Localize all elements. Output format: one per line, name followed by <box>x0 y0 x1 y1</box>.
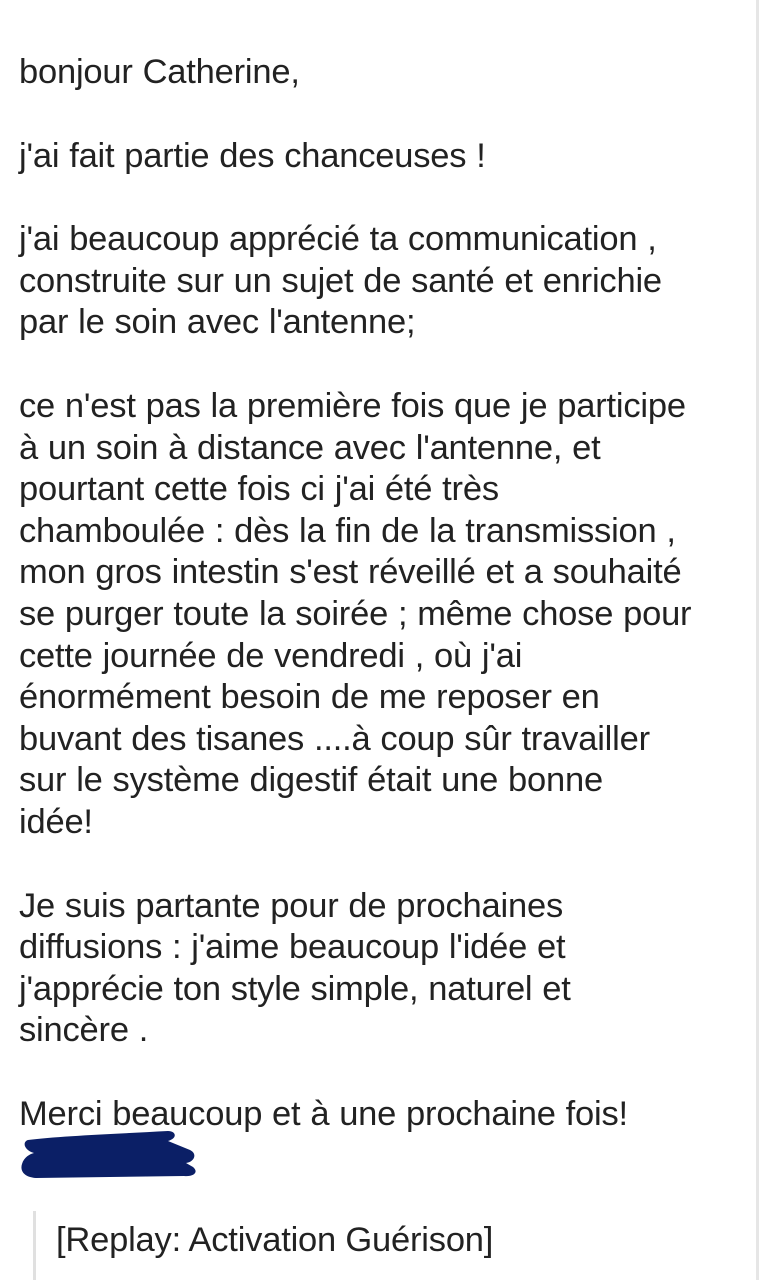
message-line: Merci beaucoup et à une prochaine fois! <box>19 1094 628 1133</box>
message-line: se purger toute la soirée ; même chose pour <box>19 594 692 633</box>
message-line: idée! <box>19 802 93 841</box>
message-line: par le soin avec l'antenne; <box>19 303 416 342</box>
appreciation-paragraph <box>19 219 741 344</box>
message-line: chamboulée : dès la fin de la transmission , <box>19 511 676 550</box>
experience-paragraph <box>19 386 741 844</box>
message-line: sur le système digestif était une bonne <box>19 761 603 800</box>
message-line: Je suis partante pour de prochaines <box>19 886 564 925</box>
message-line: j'apprécie ton style simple, naturel et <box>19 969 571 1008</box>
message-line: énormément besoin de me reposer en <box>19 678 600 717</box>
redacted-signature <box>18 1126 196 1178</box>
greeting-paragraph <box>19 52 741 94</box>
message-line: à un soin à distance avec l'antenne, et <box>19 428 601 467</box>
message-line: buvant des tisanes ....à coup sûr travailler <box>19 719 650 758</box>
message-line: pourtant cette fois ci j'ai été très <box>19 470 499 509</box>
message-line: sincère . <box>19 1011 149 1050</box>
message-line: construite sur un sujet de santé et enrichie <box>19 261 662 300</box>
replay-quote-block <box>33 1211 736 1280</box>
message-line: bonjour Catherine, <box>19 53 300 91</box>
message-line: cette journée de vendredi , où j'ai <box>19 636 523 675</box>
message-line: j'ai fait partie des chanceuses ! <box>19 136 486 175</box>
message-line: ce n'est pas la première fois que je participe <box>19 386 686 425</box>
message-line: diffusions : j'aime beaucoup l'idée et <box>19 928 566 967</box>
message-line: mon gros intestin s'est réveillé et a souhaité <box>19 553 682 592</box>
message-line: j'ai beaucoup apprécié ta communication , <box>19 220 657 259</box>
replay-quote-text: [Replay: Activation Guérison] <box>56 1221 494 1259</box>
intro-paragraph <box>19 136 741 178</box>
message-body <box>19 52 741 1177</box>
future-paragraph <box>19 886 741 1052</box>
